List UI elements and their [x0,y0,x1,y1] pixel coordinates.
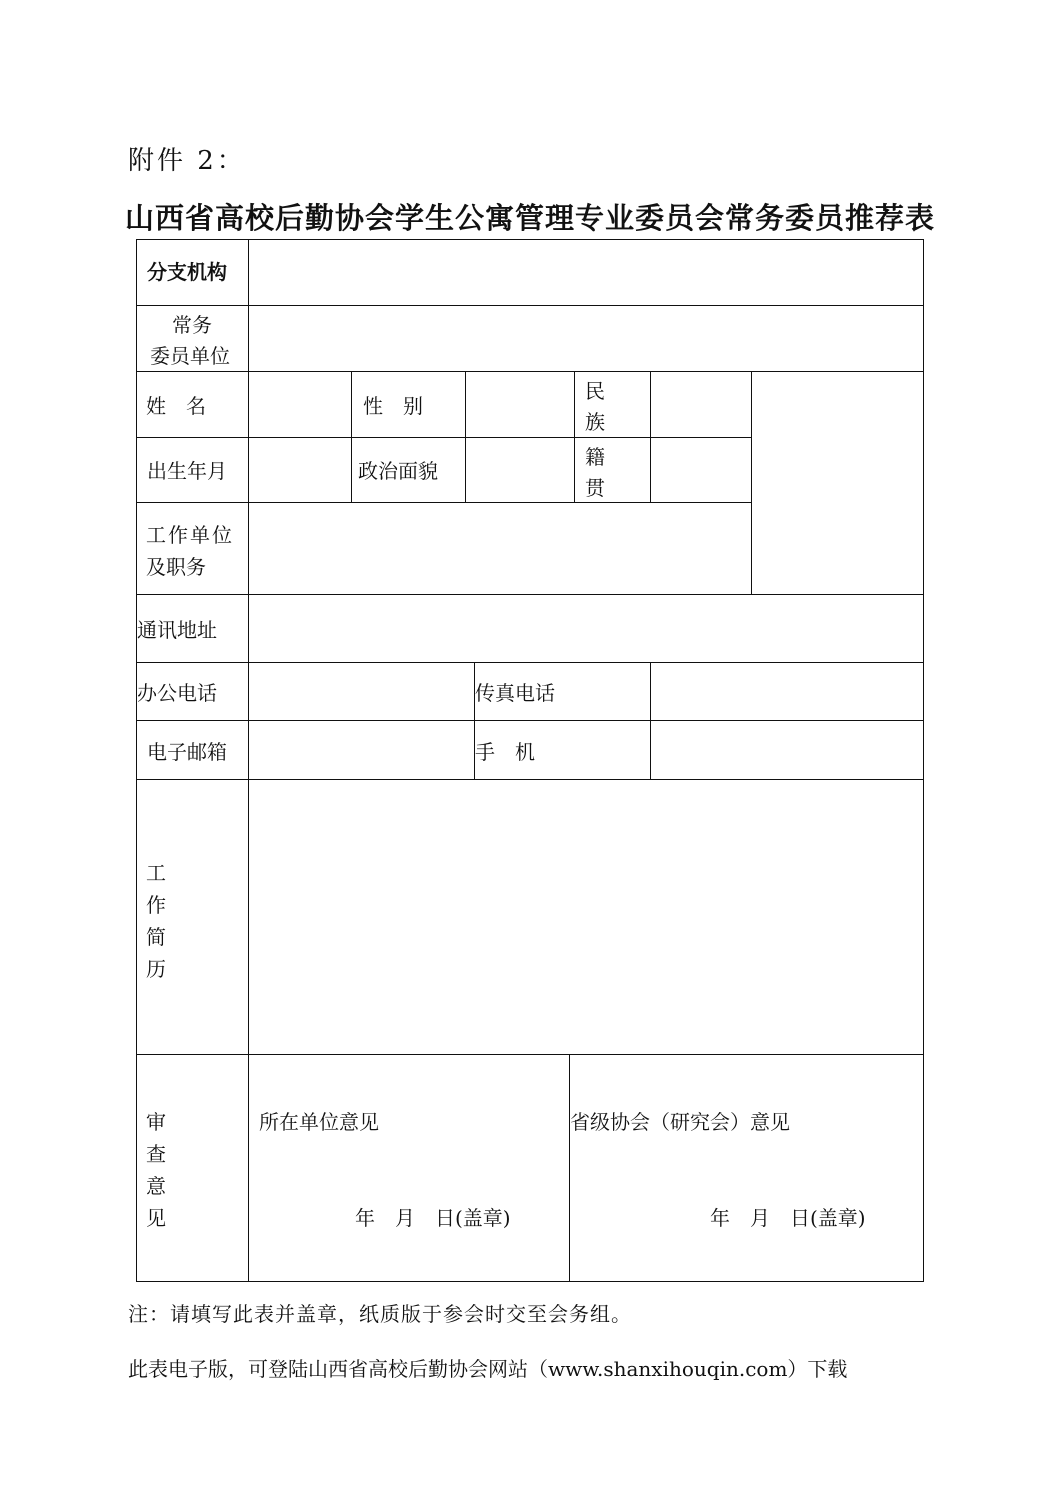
form-title: 山西省高校后勤协会学生公寓管理专业委员会常务委员推荐表 [124,201,935,235]
political-status-field[interactable] [467,439,573,501]
row-divider [136,1054,924,1055]
birth-date-label: 出生年月 [147,459,227,483]
column-divider [574,371,575,502]
column-divider [650,371,651,502]
branch-field[interactable] [250,241,922,304]
committee-unit-label-line1: 常务 [172,313,212,337]
association-opinion-label: 省级协会（研究会）意见 [570,1110,790,1134]
photo-area[interactable] [753,373,922,593]
resume-label: 工 作 简 历 [146,861,166,981]
ethnicity-field[interactable] [652,373,750,436]
column-divider [751,371,752,594]
branch-label: 分支机构 [147,260,227,284]
row-divider [136,371,924,372]
committee-unit-field[interactable] [250,307,922,370]
work-unit-label-line1: 工作单位 [146,523,234,547]
address-label: 通讯地址 [137,618,217,642]
unit-opinion-label: 所在单位意见 [259,1110,379,1134]
row-divider [136,502,751,503]
birth-date-field[interactable] [250,439,350,501]
office-phone-label: 办公电话 [137,681,217,705]
native-place-label-line1: 籍 [585,445,605,469]
column-divider [248,239,249,1282]
fax-field[interactable] [652,664,922,719]
review-opinion-label: 审 查 意 见 [146,1110,166,1230]
column-divider [465,371,466,502]
row-divider [136,305,924,306]
column-divider [650,662,651,779]
association-date-seal: 年 月 日(盖章) [710,1206,866,1230]
political-status-label: 政治面貌 [358,459,438,483]
column-divider [351,371,352,502]
gender-field[interactable] [467,373,573,436]
unit-date-seal: 年 月 日(盖章) [355,1206,511,1230]
attachment-label: 附件 2： [128,146,246,176]
mobile-field[interactable] [652,722,922,778]
committee-unit-label-line2: 委员单位 [150,344,230,368]
email-label: 电子邮箱 [147,740,227,764]
native-place-label-line2: 贯 [585,476,605,500]
row-divider [136,779,924,780]
office-phone-field[interactable] [250,664,473,719]
resume-field[interactable] [250,781,922,1053]
native-place-field[interactable] [652,439,750,501]
name-field[interactable] [250,373,350,436]
row-divider [136,720,924,721]
name-label: 姓 名 [146,394,206,418]
ethnicity-label-line2: 族 [585,410,605,434]
fill-instruction-note: 注：请填写此表并盖章，纸质版于参会时交至会务组。 [128,1302,632,1326]
column-divider [569,1054,570,1282]
work-unit-field[interactable] [250,504,750,593]
row-divider [136,662,924,663]
address-field[interactable] [250,596,922,661]
row-divider [136,437,751,438]
email-field[interactable] [250,722,473,778]
ethnicity-label-line1: 民 [585,379,605,403]
row-divider [136,594,924,595]
unit-opinion-field[interactable] [250,1056,568,1280]
work-unit-label-line2: 及职务 [146,555,206,579]
fax-label: 传真电话 [475,681,555,705]
mobile-label: 手 机 [475,740,535,764]
download-note: 此表电子版，可登陆山西省高校后勤协会网站（www.shanxihouqin.com）下载 [128,1357,848,1381]
association-opinion-field[interactable] [571,1056,922,1280]
recommendation-form-table [136,239,924,1282]
gender-label: 性 别 [363,394,423,418]
